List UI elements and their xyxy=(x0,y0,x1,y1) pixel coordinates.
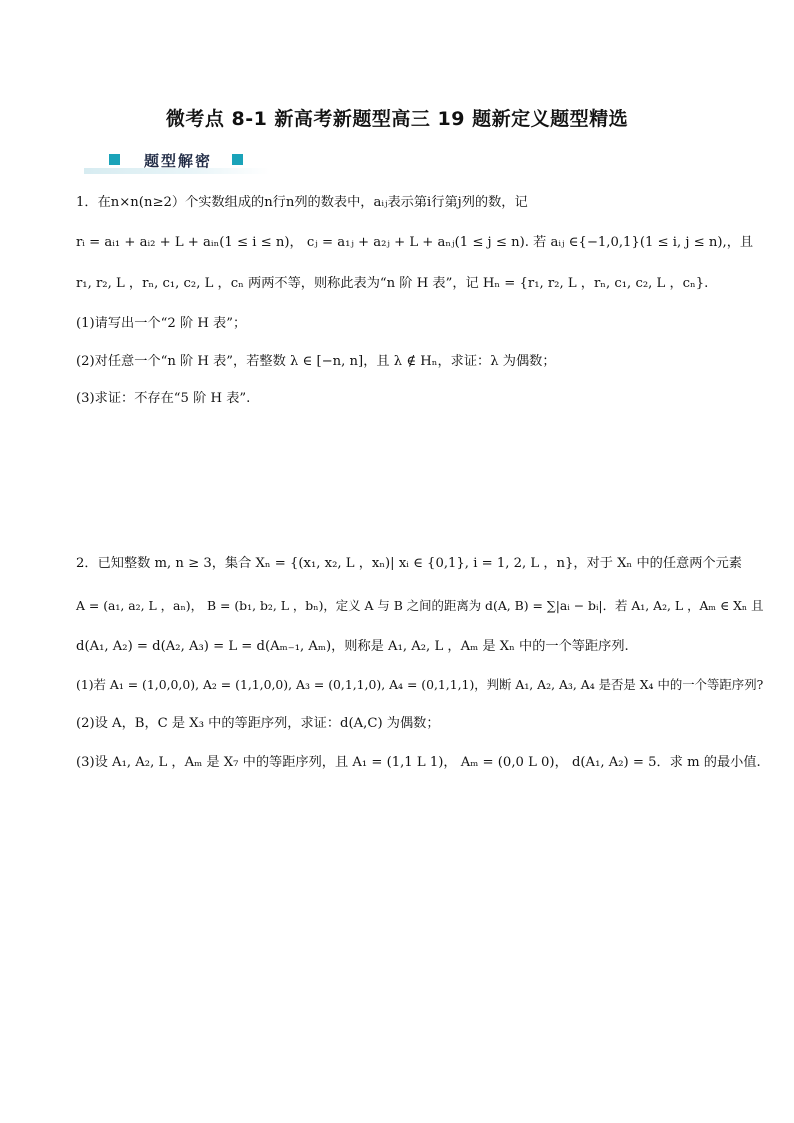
problem1-line3: r₁, r₂, L ，rₙ, c₁, c₂, L ，cₙ 两两不等，则称此表为“n 阶 H 表”，记 Hₙ = {r₁, r₂, L ，rₙ, c₁, c₂, L ，cₙ}. xyxy=(76,276,709,291)
section-label: 题型解密 xyxy=(143,152,212,170)
problem2-question-2: (2)设 A，B，C 是 X₃ 中的等距序列，求证：d(A,C) 为偶数； xyxy=(76,716,440,731)
problem1-question-3: (3)求证：不存在“5 阶 H 表”. xyxy=(76,391,251,406)
problem2-line3: d(A₁, A₂) = d(A₂, A₃) = L = d(Aₘ₋₁, Aₘ)，则称是 A₁, A₂, L ，Aₘ 是 Xₙ 中的一个等距序列. xyxy=(76,639,629,654)
section-banner xyxy=(84,150,270,174)
problem2-line1: 2．已知整数 m, n ≥ 3，集合 Xₙ = {(x₁, x₂, L ，xₙ)| xᵢ ∈ {0,1}, i = 1, 2, L ，n}，对于 Xₙ 中的任意两个元素 xyxy=(76,556,742,571)
page-title: 微考点 8-1 新高考新题型高三 19 题新定义题型精选 xyxy=(165,108,629,130)
square-bullet-icon xyxy=(232,154,243,165)
problem1-line1: 1．在n×n(n≥2）个实数组成的n行n列的数表中，aᵢⱼ表示第i行第j列的数，记 xyxy=(76,195,528,210)
problem1-question-2: (2)对任意一个“n 阶 H 表”，若整数 λ ∈ [−n, n]，且 λ ∉ Hₙ，求证：λ 为偶数； xyxy=(76,354,556,369)
problem1-question-1: (1)请写出一个“2 阶 H 表”； xyxy=(76,316,247,331)
problem2-question-3: (3)设 A₁, A₂, L ，Aₘ 是 X₇ 中的等距序列，且 A₁ = (1,1 L 1)， Aₘ = (0,0 L 0)， d(A₁, A₂) = 5．求 m 的最小值. xyxy=(76,755,761,770)
problem2-question-1: (1)若 A₁ = (1,0,0,0), A₂ = (1,1,0,0), A₃ = (0,1,1,0), A₄ = (0,1,1,1)，判断 A₁, A₂, A₃, A₄ 是否是 X₄ 中的一个等距序列? xyxy=(76,677,764,692)
square-bullet-icon xyxy=(109,154,120,165)
problem2-line2: A = (a₁, a₂, L ，aₙ)， B = (b₁, b₂, L ，bₙ)，定义 A 与 B 之间的距离为 d(A, B) = ∑|aᵢ − bᵢ|．若 A₁, A₂, L ，Aₘ ∈ Xₙ 且 xyxy=(76,598,764,613)
problem1-line2: rᵢ = aᵢ₁ + aᵢ₂ + L + aᵢₙ(1 ≤ i ≤ n)， cⱼ = a₁ⱼ + a₂ⱼ + L + aₙⱼ(1 ≤ j ≤ n). 若 aᵢⱼ ∈{−1,0,1}(1 ≤ i, j ≤ n),，且 xyxy=(76,235,754,250)
